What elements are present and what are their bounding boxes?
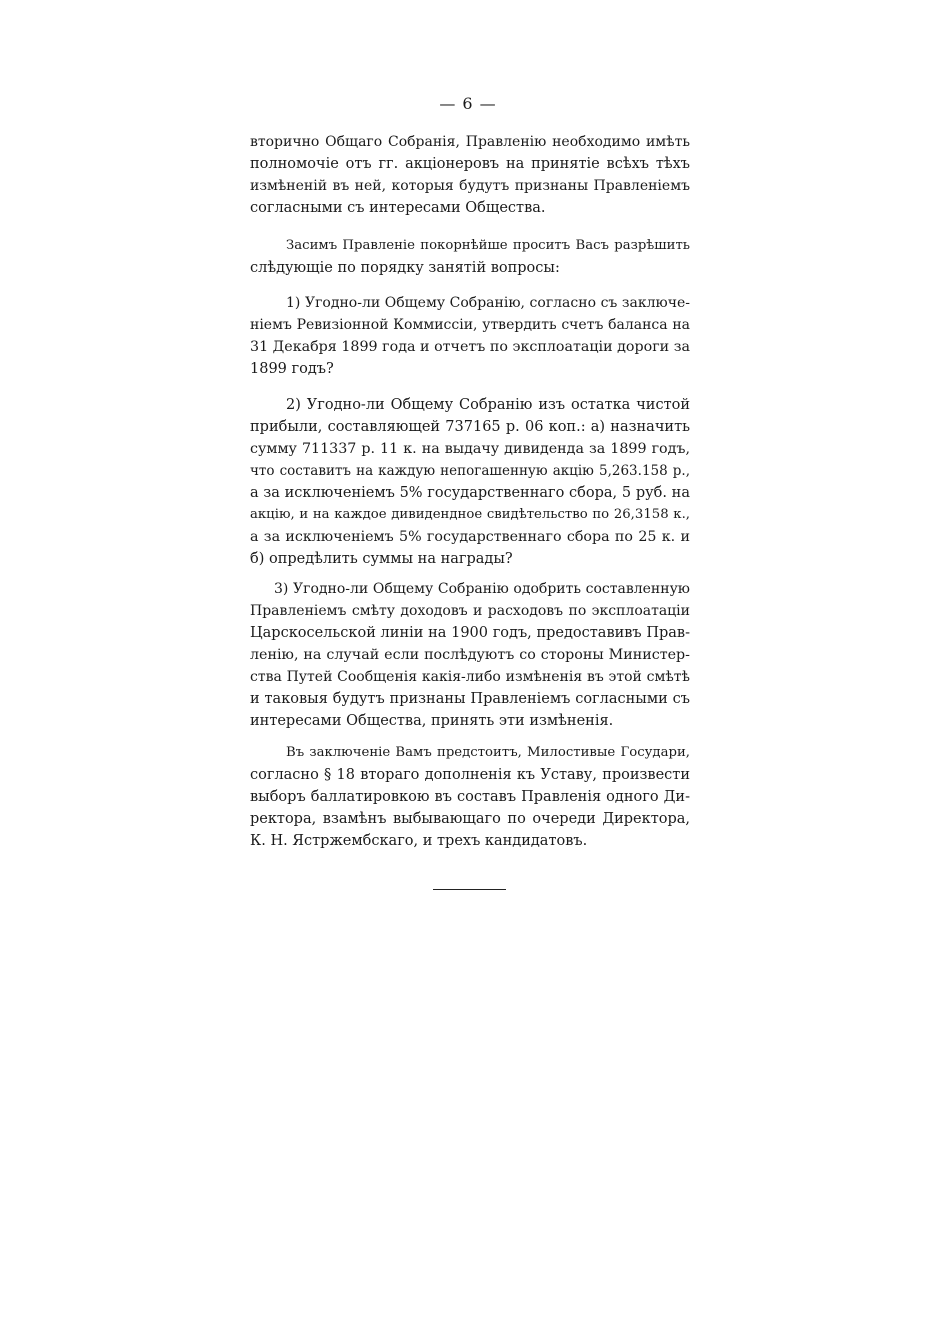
text-line: выборъ баллатировкою въ составъ Правленія одного Ди-: [250, 789, 690, 805]
text-line: слѣдующіе по порядку занятій вопросы:: [250, 260, 560, 276]
closing-divider: [433, 889, 506, 890]
text-line: 31 Декабря 1899 года и отчетъ по эксплоатаціи дороги за: [250, 339, 690, 355]
paragraph-continuation: [250, 131, 690, 219]
text-line: акцію, и на каждое дивидендное свидѣтельство по 26,3158 к.,: [250, 507, 690, 522]
text-line: прибыли, составляющей 737165 р. 06 коп.: а) назначить: [250, 419, 690, 435]
text-line: Правленіемъ смѣту доходовъ и расходовъ по эксплоатаціи: [250, 603, 690, 619]
text-line: вторично Общаго Собранія, Правленію необходимо имѣть: [250, 134, 690, 150]
text-line: ректора, взамѣнъ выбывающаго по очереди Директора,: [250, 811, 690, 827]
text-line: 1899 годъ?: [250, 361, 334, 377]
text-line: сумму 711337 р. 11 к. на выдачу дивиденда за 1899 годъ,: [250, 441, 690, 457]
text-line: ства Путей Сообщенія какія-либо измѣненія въ этой смѣтѣ: [250, 669, 690, 685]
text-line: а за исключеніемъ 5% государственнаго сбора по 25 к. и: [250, 529, 690, 545]
text-line: полномочіе отъ гг. акціонеровъ на принятіе всѣхъ тѣхъ: [250, 156, 690, 172]
text-line: интересами Общества, принять эти измѣненія.: [250, 713, 614, 729]
text-line: ніемъ Ревизіонной Коммиссіи, утвердить счетъ баланса на: [250, 317, 690, 333]
text-line: 1) Угодно-ли Общему Собранію, согласно съ заключе-: [286, 295, 690, 311]
paragraph-question-1: [250, 292, 690, 380]
text-line: а за исключеніемъ 5% государственнаго сбора, 5 руб. на: [250, 485, 690, 501]
text-line: согласными съ интересами Общества.: [250, 200, 546, 216]
text-line: 3) Угодно-ли Общему Собранію одобрить составленную: [274, 581, 690, 597]
text-line: К. Н. Ястржембскаго, и трехъ кандидатовъ.: [250, 833, 588, 849]
text-line: и таковыя будутъ признаны Правленіемъ согласными съ: [250, 691, 690, 707]
page-number: — 6 —: [439, 94, 497, 113]
paragraph-question-3: [250, 578, 690, 732]
paragraph-question-2: [250, 394, 690, 570]
text-line: б) опредѣлить суммы на награды?: [250, 551, 513, 567]
text-line: согласно § 18 втораго дополненія къ Уставу, произвести: [250, 767, 690, 783]
text-line: Царскосельской линіи на 1900 годъ, предоставивъ Прав-: [250, 625, 690, 641]
paragraph-conclusion: [250, 742, 690, 852]
paragraph-request: [250, 235, 690, 279]
text-line: измѣненій въ ней, которыя будутъ признаны Правленіемъ: [250, 178, 690, 194]
text-line: 2) Угодно-ли Общему Собранію изъ остатка чистой: [286, 397, 690, 413]
text-line: Въ заключеніе Вамъ предстоитъ, Милостивые Государи,: [286, 745, 690, 760]
text-line: что составитъ на каждую непогашенную акцію 5,263.158 р.,: [250, 463, 690, 479]
text-line: ленію, на случай если послѣдуютъ со стороны Министер-: [250, 647, 690, 663]
text-line: Засимъ Правленіе покорнѣйше проситъ Васъ разрѣшить: [286, 238, 690, 253]
